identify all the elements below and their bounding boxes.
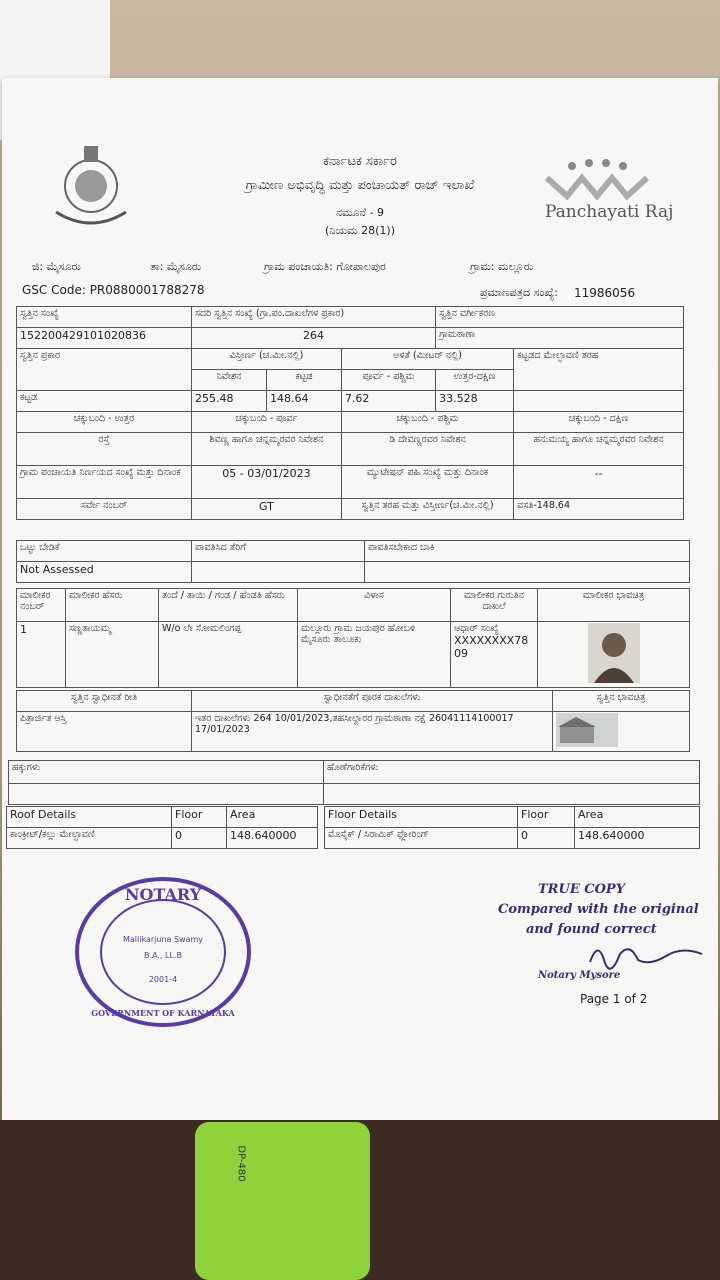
north-boundary: ರಸ್ತೆ	[17, 433, 192, 466]
aadhaar-number: XXXXXXXX7809	[454, 634, 529, 660]
paid-label: ಪಾವತಿಸಿದ ತೆರಿಗೆ	[192, 541, 365, 562]
stamp-sub: B.A., LL.B	[144, 951, 182, 960]
roof-type: ಕಾಂಕ್ರೀಟ್/ಕಲ್ಲು ಮೇಲ್ಛಾವಣಿ	[7, 828, 172, 849]
dimension-label: ಅಳತೆ (ಮೀಟರ್ ನಲ್ಲಿ)	[341, 349, 513, 370]
id-doc-label: ಮಾಲೀಕರ ಗುರುತಿನ ದಾಖಲೆ	[451, 589, 538, 622]
classification-label: ಸ್ವತ್ತಿನ ವರ್ಗೀಕರಣ	[436, 307, 684, 328]
property-id-label: ಸ್ವತ್ತಿನ ಸಂಖ್ಯೆ	[17, 307, 192, 328]
floor-floor-header: Floor	[518, 807, 575, 828]
stamp-bottom: GOVERNMENT OF KARNATAKA	[91, 1008, 235, 1018]
area-label: ವಿಸ್ತೀರ್ಣ (ಚ.ಮೀ.ನಲ್ಲಿ)	[192, 349, 342, 370]
govt-title: ಕರ್ನಾಟಕ ಸರ್ಕಾರ	[323, 154, 397, 169]
type-area-label: ಸ್ವತ್ತಿನ ತರಹ ಮತ್ತು ವಿಸ್ತೀರ್ಣ(ಚ.ಮೀ.ನಲ್ಲಿ)	[341, 499, 513, 520]
site-area: 255.48	[192, 391, 267, 412]
true-copy: TRUE COPY	[538, 882, 625, 897]
floor-area: 148.640000	[575, 828, 700, 849]
owner-name: ಸಣ್ಣತಾಯಮ್ಮ	[66, 622, 159, 688]
east-west-label: ಪೂರ್ವ - ಪಶ್ಚಿಮ	[341, 370, 435, 391]
tax-table	[16, 540, 690, 583]
floor-table	[324, 806, 700, 849]
old-number-value: 264	[192, 328, 436, 349]
east-boundary: ಶಿವಣ್ಣ ಹಾಗೂ ಚನ್ನಮ್ಮರವರ ನಿವೇಶನ	[192, 433, 342, 466]
village: ಗ್ರಾಮ: ಮಲ್ಲೂರು	[470, 260, 534, 273]
owner-photo	[588, 623, 640, 683]
panchayati-raj-brand: Panchayati Raj	[545, 202, 674, 222]
acquisition-mode-label: ಸ್ವತ್ತಿನ ಸ್ವಾಧೀನತೆ ರೀತಿ	[17, 691, 192, 712]
acquisition-mode: ಪಿತ್ರಾರ್ಜಿತ ಆಸ್ತಿ	[17, 712, 192, 752]
acquisition-docs-label: ಸ್ವಾಧೀನತೆಗೆ ಪೂರಕ ದಾಖಲೆಗಳು	[192, 691, 553, 712]
east-west-value: 7.62	[341, 391, 435, 412]
roof-area-header: Area	[227, 807, 318, 828]
roof-floor-header: Floor	[172, 807, 227, 828]
resolution-value: 05 - 03/01/2023	[192, 466, 342, 499]
mutation-label: ಮ್ಯುಟೇಷನ್ ಪಹಿ ಸಂಖ್ಯೆ ಮತ್ತು ದಿನಾಂಕ	[341, 466, 513, 499]
type-label: ಸ್ವತ್ತಿನ ಪ್ರಕಾರ	[17, 349, 192, 391]
survey-label: ಸರ್ವೇ ನಂಬರ್	[17, 499, 192, 520]
east-label: ಚಕ್ಕುಬಂದಿ - ಪೂರ್ವ	[192, 412, 342, 433]
building-area: 148.64	[266, 391, 341, 412]
building-row-label: ಕಟ್ಟಡ	[17, 391, 192, 412]
stapler	[195, 1122, 370, 1280]
correct-line: and found correct	[526, 922, 657, 937]
liabilities-label: ಹೊಣೆಗಾರಿಕೆಗಳು	[324, 761, 700, 784]
district: ಜಿ: ಮೈಸೂರು	[32, 260, 81, 273]
acquisition-docs: ಇತರ ದಾಖಲೆಗಳು 264 10/01/2023,ತಹಸೀಲ್ದಾರರ ಗ್ರಾಮಠಾಣಾ ನಕ್ಷೆ 26041114100017 17/01/2023	[192, 712, 553, 752]
property-photo	[556, 713, 618, 747]
address-label: ವಿಳಾಸ	[298, 589, 451, 622]
old-number-label: ಸದರಿ ಸ್ವತ್ತಿನ ಸಂಖ್ಯೆ (ಗ್ರಾ.ಪಂ.ದಾಖಲೆಗಳ ಪ್ರಕಾರ)	[192, 307, 436, 328]
site-label: ನಿವೇಶನ	[192, 370, 267, 391]
building-label: ಕಟ್ಟಡ	[266, 370, 341, 391]
owner-no: 1	[17, 622, 66, 688]
south-label: ಚಕ್ಕುಬಂದಿ - ದಕ್ಷಿಣ	[514, 412, 684, 433]
rule-number: (ನಿಯಮ 28(1))	[324, 224, 396, 237]
floor-header: Floor Details	[325, 807, 518, 828]
certificate-label: ಪ್ರಮಾಣಪತ್ರದ ಸಂಖ್ಯೆ:	[480, 286, 559, 299]
owner-name-label: ಮಾಲೀಕರ ಹೆಸರು	[66, 589, 159, 622]
acquisition-table	[16, 690, 690, 752]
resolution-label: ಗ್ರಾಮ ಪಂಚಾಯತಿ ನಿರ್ಣಯದ ಸಂಖ್ಯೆ ಮತ್ತು ದಿನಾಂಕ	[17, 466, 192, 499]
owner-address: ಮಲ್ಲೂರು ಗ್ರಾಮ ಜಯಪುರ ಹೋಬಳಿ ಮೈಸೂರು ತಾಲೂಕು	[298, 622, 451, 688]
survey-value: GT	[192, 499, 342, 520]
gsc-code: GSC Code: PR0880001788278	[22, 283, 205, 297]
roof-area: 148.640000	[227, 828, 318, 849]
owner-photo-label: ಮಾಲೀಕರ ಭಾವಚಿತ್ರ	[538, 589, 690, 622]
south-boundary: ಹನುಮಯ್ಯ ಹಾಗೂ ಚನ್ನಮ್ಮರವರ ನಿವೇಶನ	[514, 433, 684, 466]
west-label: ಚಕ್ಕುಬಂದಿ - ಪಶ್ಚಿಮ	[341, 412, 513, 433]
north-south-value: 33.528	[436, 391, 514, 412]
relation-label: ತಂದೆ / ತಾಯಿ / ಗಂಡ / ಹೆಂಡತಿ ಹೆಸರು	[159, 589, 298, 622]
stamp-top: NOTARY	[124, 885, 202, 904]
certificate-number: 11986056	[574, 286, 636, 300]
gram-panchayat: ಗ್ರಾಮ ಪಂಚಾಯತಿ: ಗೋಪಾಲಪುರ	[264, 260, 386, 273]
owner-relation: W/o ಲೇ ಸೋಮಲಿಂಗಪ್ಪ	[159, 622, 298, 688]
roof-table	[6, 806, 318, 849]
roof-floor: 0	[172, 828, 227, 849]
stamp-name: Mallikarjuna Swamy	[122, 935, 204, 944]
notary-signature	[586, 936, 706, 972]
form-number: ನಮೂನೆ - 9	[335, 206, 385, 219]
dept-title: ಗ್ರಾಮೀಣ ಅಭಿವೃದ್ಧಿ ಮತ್ತು ಪಂಚಾಯತ್ ರಾಜ್ ಇಲಾಖೆ	[245, 178, 475, 193]
roof-header: Roof Details	[7, 807, 172, 828]
type-area-value: ವಸತಿ-148.64	[514, 499, 684, 520]
floor-area-header: Area	[575, 807, 700, 828]
classification-value: ಗ್ರಾಮಠಾಣಾ	[436, 328, 684, 349]
notary-place: Notary Mysore	[538, 970, 621, 981]
demand-label: ಒಟ್ಟು ಬೇಡಿಕೆ	[17, 541, 192, 562]
property-photo-label: ಸ್ವತ್ತಿನ ಭಾವಚಿತ್ರ	[553, 691, 690, 712]
page-number: Page 1 of 2	[580, 992, 648, 1006]
compared-line: Compared with the original	[498, 902, 699, 917]
owner-table	[16, 588, 690, 688]
floor-type: ಮೊಸೈಕ್ / ಸಿರಾಮಿಕ್ ಫ್ಲೋರಿಂಗ್	[325, 828, 518, 849]
tax-status: Not Assessed	[17, 562, 192, 583]
west-boundary: ಡಿ ದೇವಣ್ಣರವರ ನಿವೇಶನ	[341, 433, 513, 466]
due-label: ಪಾವತಿಸಬೇಕಾದ ಬಾಕಿ	[365, 541, 690, 562]
rights-label: ಹಕ್ಕುಗಳು	[9, 761, 324, 784]
owner-no-label: ಮಾಲೀಕರ ನಂಬರ್	[17, 589, 66, 622]
stapler-model: DP-480	[235, 1145, 247, 1182]
property-table	[16, 306, 684, 520]
floor-floor: 0	[518, 828, 575, 849]
roof-type-label: ಕಟ್ಟಡದ ಮೇಲ್ಛಾವಣಿ ತರಹ	[514, 349, 684, 391]
mutation-value: --	[514, 466, 684, 499]
north-south-label: ಉತ್ತರ-ದಕ್ಷಿಣ	[436, 370, 514, 391]
notary-stamp	[74, 876, 252, 1028]
aadhaar-label: ಆಧಾರ್ ಸಂಖ್ಯೆ	[454, 623, 499, 634]
document-page	[2, 78, 718, 1120]
taluk: ತಾ: ಮೈಸೂರು	[150, 260, 202, 273]
stamp-year: 2001-4	[148, 975, 178, 984]
north-label: ಚಕ್ಕುಬಂದಿ - ಉತ್ತರ	[17, 412, 192, 433]
property-id-value: 152200429101020836	[17, 328, 192, 349]
rights-table	[8, 760, 700, 805]
